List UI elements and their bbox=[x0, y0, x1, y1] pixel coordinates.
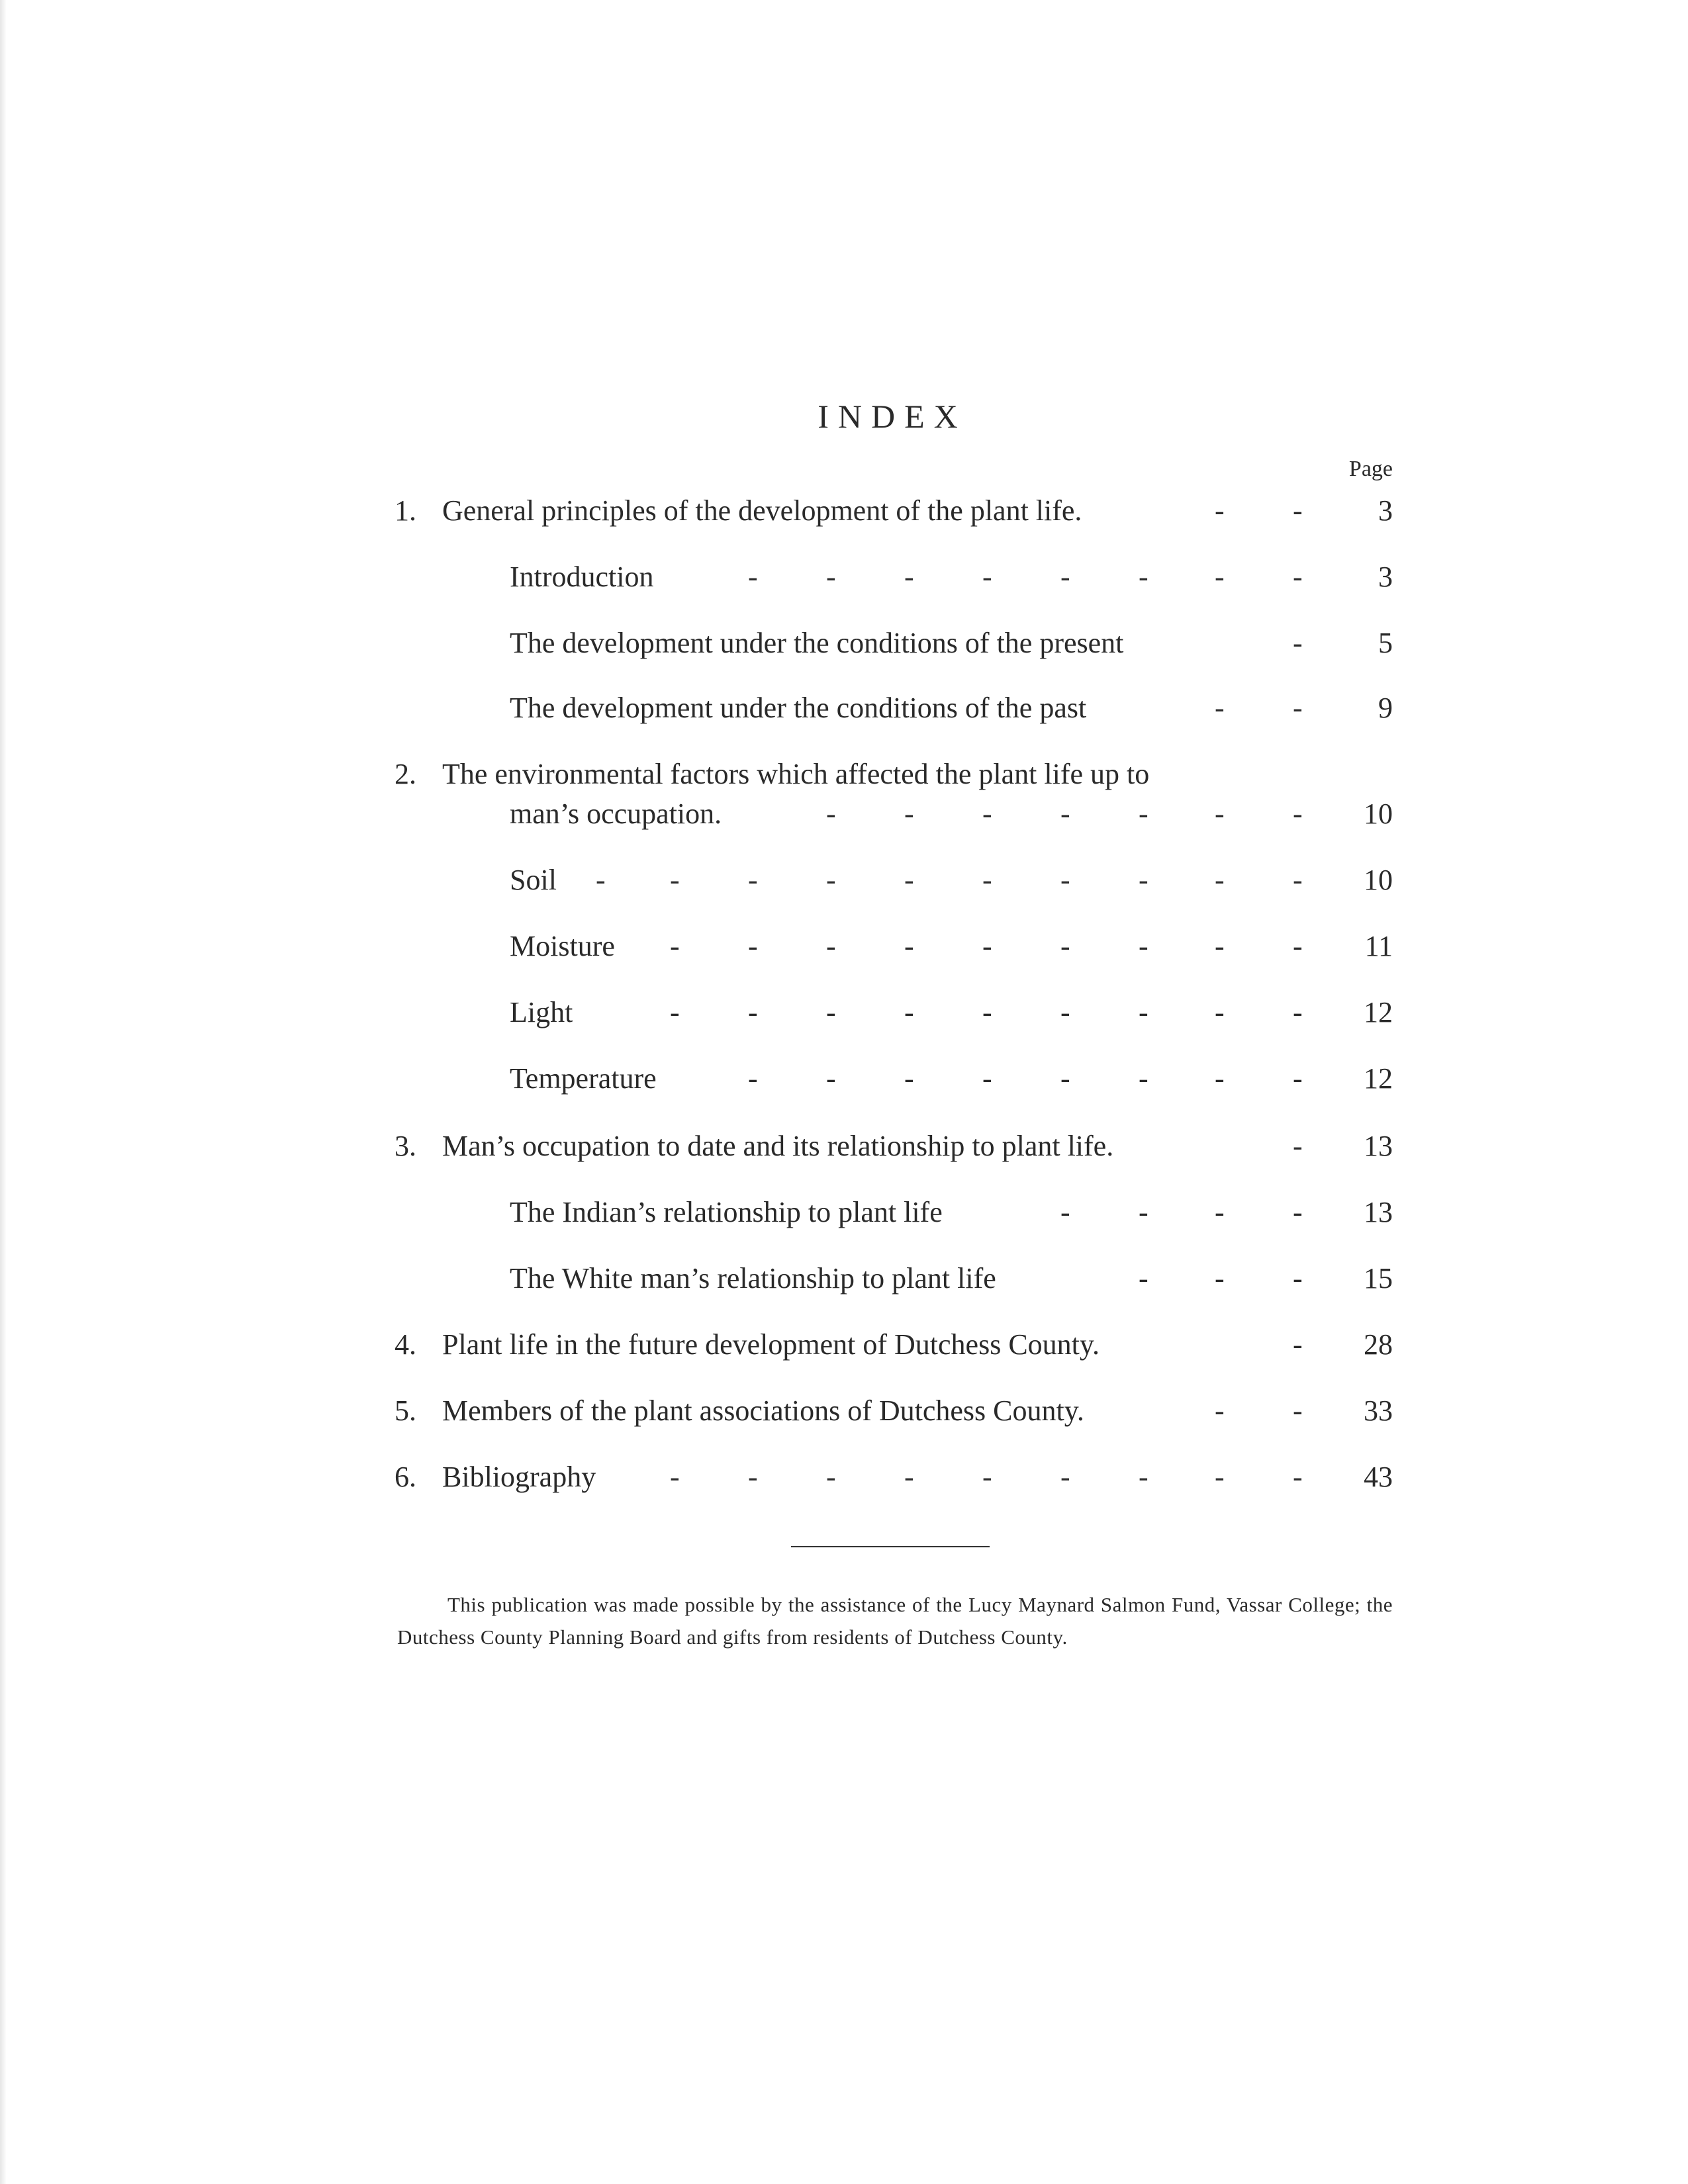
entry-page: 12 bbox=[1364, 996, 1393, 1028]
entry-page: 43 bbox=[1364, 1461, 1393, 1493]
entry-page: 3 bbox=[1378, 561, 1393, 593]
entry-page: 11 bbox=[1364, 930, 1393, 962]
entry-page: 13 bbox=[1364, 1130, 1393, 1162]
entry-number: 4. bbox=[395, 1328, 416, 1361]
index-entry-present[interactable]: The development under the conditions of the present - 5 bbox=[510, 627, 1393, 659]
entry-label: Soil bbox=[510, 864, 557, 896]
entry-label: Bibliography bbox=[442, 1461, 596, 1493]
entry-label: The environmental factors which affected the plant life up to bbox=[442, 758, 1150, 790]
entry-label: General principles of the development of the plant life. bbox=[442, 494, 1082, 527]
index-entry-6[interactable]: 6. Bibliography - - - - - - - - - 43 bbox=[395, 1461, 1393, 1493]
entry-label: Introduction bbox=[510, 561, 654, 593]
index-entry-indian[interactable]: The Indian’s relationship to plant life - - - - 13 bbox=[510, 1196, 1393, 1228]
entry-page: 28 bbox=[1364, 1328, 1393, 1361]
entry-number: 6. bbox=[395, 1461, 416, 1493]
entry-page: 15 bbox=[1364, 1262, 1393, 1295]
index-entry-4[interactable]: 4. Plant life in the future development of Dutchess County. - 28 bbox=[395, 1328, 1393, 1361]
entry-label: The Indian’s relationship to plant life bbox=[510, 1196, 943, 1228]
entry-label: The development under the conditions of the present bbox=[510, 627, 1124, 659]
index-entry-white-man[interactable]: The White man’s relationship to plant life - - - 15 bbox=[510, 1262, 1393, 1295]
entry-number: 1. bbox=[395, 494, 416, 527]
index-entry-introduction[interactable]: Introduction - - - - - - - - 3 bbox=[510, 561, 1393, 593]
entry-page: 10 bbox=[1364, 797, 1393, 830]
index-entry-5[interactable]: 5. Members of the plant associations of Dutchess County. - - 33 bbox=[395, 1394, 1393, 1427]
entry-page: 12 bbox=[1364, 1062, 1393, 1095]
index-entry-1[interactable]: 1. General principles of the development of the plant life. - - 3 bbox=[395, 494, 1393, 527]
entry-label: Man’s occupation to date and its relationship to plant life. bbox=[442, 1130, 1114, 1162]
index-title: INDEX bbox=[818, 398, 967, 435]
entry-label: The White man’s relationship to plant life bbox=[510, 1262, 996, 1295]
index-entry-temperature[interactable]: Temperature - - - - - - - - 12 bbox=[510, 1062, 1393, 1095]
index-entry-moisture[interactable]: Moisture - - - - - - - - - 11 bbox=[510, 930, 1393, 962]
index-entry-3[interactable]: 3. Man’s occupation to date and its relationship to plant life. - 13 bbox=[395, 1130, 1393, 1162]
entry-label: Members of the plant associations of Dutchess County. bbox=[442, 1394, 1084, 1427]
entry-label: Plant life in the future development of Dutchess County. bbox=[442, 1328, 1100, 1361]
entry-page: 5 bbox=[1378, 627, 1393, 659]
section-divider bbox=[791, 1546, 990, 1547]
entry-page: 3 bbox=[1378, 494, 1393, 527]
page-column-header: Page bbox=[1348, 457, 1393, 481]
entry-label: Light bbox=[510, 996, 573, 1028]
index-entry-soil[interactable]: Soil - - - - - - - - - - 10 bbox=[510, 864, 1393, 896]
entry-label-continued: man’s occupation. bbox=[510, 797, 722, 830]
entry-page: 33 bbox=[1364, 1394, 1393, 1427]
entry-label: Temperature bbox=[510, 1062, 657, 1095]
index-entry-past[interactable]: The development under the conditions of the past - - 9 bbox=[510, 692, 1393, 724]
entry-number: 3. bbox=[395, 1130, 416, 1162]
entry-page: 10 bbox=[1364, 864, 1393, 896]
entry-page: 9 bbox=[1378, 692, 1393, 724]
acknowledgement-note: This publication was made possible by the assistance of the Lucy Maynard Salmon Fund, Vassar College; the Dutchess County Planning Board and gifts from residents of Dutchess County. bbox=[397, 1593, 1393, 1649]
index-entry-light[interactable]: Light - - - - - - - - - 12 bbox=[510, 996, 1393, 1028]
entry-number: 2. bbox=[395, 758, 416, 790]
index-entry-2[interactable]: 2. The environmental factors which affected the plant life up to man’s occupation. - - - - - - - 10 bbox=[395, 758, 1393, 830]
entry-number: 5. bbox=[395, 1394, 416, 1427]
entry-label: Moisture bbox=[510, 930, 615, 962]
entry-label: The development under the conditions of the past bbox=[510, 692, 1087, 724]
entry-page: 13 bbox=[1364, 1196, 1393, 1228]
